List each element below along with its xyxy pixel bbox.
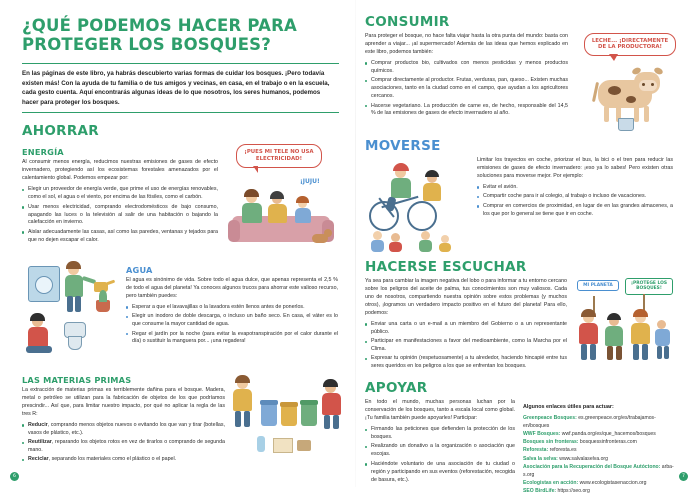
list-hacerse-escuchar xyxy=(365,321,567,372)
block-moverse xyxy=(365,157,676,253)
link-row[interactable] xyxy=(523,479,676,487)
block-materias xyxy=(22,370,345,467)
link-row[interactable] xyxy=(523,438,676,446)
link-name: WWF Bosques: xyxy=(523,431,561,438)
link-name: Greenpeace Bosques: xyxy=(523,414,577,421)
list-energia xyxy=(22,186,218,245)
speech-laugh: ¡JUJU! xyxy=(300,177,320,185)
link-url[interactable]: arba-s.org xyxy=(523,463,674,478)
paragraph-energia: Al consumir menos energía, reducimos nuestras emisiones de gases de efecto invernadero, protegiendo así los ecosistemas forestales amenazados por el calentamiento global. Podemos empezar por: xyxy=(22,159,218,182)
list-item: Usar menos electricidad, comprando electrodomésticos de bajo consumo, apagando las luces o la televisión al salir de una habitación o bajando la calefacción en invierno. xyxy=(22,204,218,228)
link-name: Asociación para la Recuperación del Bosque Autóctono: xyxy=(523,463,661,470)
link-row[interactable] xyxy=(523,463,676,479)
page-number-left: 6 xyxy=(10,472,19,481)
section-heading-apoyar: APOYAR xyxy=(365,380,428,397)
list-item: Elegir un proveedor de energía verde, que prime el uso de energías renovables, como el sol, el agua o el viento, por encima de las fósiles, como el carbón. xyxy=(22,186,218,202)
list-item: Compartir coche para ir al colegio, al trabajo o incluso de vacaciones. xyxy=(477,193,673,201)
list-item: Hacerse vegetariano. La producción de carne es, de hecho, responsable del 14,5 % de las emisiones de gases de efecto invernadero al año. xyxy=(365,103,568,119)
link-url[interactable]: https://seo.org xyxy=(557,488,590,495)
links-heading: Algunos enlaces útiles para actuar: xyxy=(523,404,614,411)
illustration-tv-family xyxy=(226,142,344,256)
link-name: Salva la selva: xyxy=(523,455,558,462)
list-moverse xyxy=(477,184,673,219)
list-item: Expresar tu opinión (respetuosamente) a tu alrededor, haciendo hincapié entre tus seres queridos en los peligros a los que se enfrentan los bosques. xyxy=(365,355,567,371)
block-consumir xyxy=(365,33,676,132)
block-agua xyxy=(22,260,345,364)
list-item: Regar el jardín por la noche (para evitar la evapotranspiración por el calor durante el día) o sustituir la manguera por... ¡una regadera! xyxy=(126,331,338,347)
list-item: Firmando las peticiones que defienden la protección de los bosques. xyxy=(365,426,515,442)
link-name: Ecologistas en acción: xyxy=(523,480,579,487)
illustration-watering xyxy=(22,260,118,364)
link-name: Reforesta: xyxy=(523,447,549,454)
block-hacerse-escuchar xyxy=(365,278,676,374)
right-page xyxy=(355,0,700,495)
paragraph-apoyar: En todo el mundo, muchas personas luchan por la conservación de los bosques, tanto a escala local como global. ¡Tu familia también puede apoyarles! Participar: xyxy=(365,399,515,422)
illustration-recycling xyxy=(233,370,345,467)
section-heading-moverse: MOVERSE xyxy=(365,137,441,154)
block-apoyar xyxy=(365,399,676,495)
link-row[interactable] xyxy=(523,455,676,463)
list-item: Elegir un inodoro de doble descarga, o incluso un baño seco. En casa, el váter es lo que consume la mayor cantidad de agua. xyxy=(126,313,338,329)
list-agua xyxy=(126,304,338,347)
section-heading-hacerse-escuchar: HACERSE ESCUCHAR xyxy=(365,258,527,275)
link-name: Bosques sin fronteras: xyxy=(523,439,579,446)
page-title: ¿QUÉ PODEMOS HACER PARA PROTEGER LOS BOSQUES? xyxy=(22,16,298,55)
paragraph-moverse: Limitar los trayectos en coche, priorizar el bus, la bici o el tren para reducir las emisiones de gases de efecto invernadero: ¡eso ya lo sabes! Pero existen otras soluciones para moverse mejor. Por ejemplo: xyxy=(477,156,673,179)
link-url[interactable]: wwf.panda.org/es/que_hacemos/bosques xyxy=(561,431,656,438)
list-item: Haciéndote voluntario de una asociación de tu ciudad o región y participando en sus eventos (reforestación, recogida de basura, etc.). xyxy=(365,461,515,485)
link-url[interactable]: reforesta.es xyxy=(549,447,577,454)
list-item: Reciclar, separando los materiales como el plástico o el papel. xyxy=(22,456,225,464)
illustration-cow-milk xyxy=(576,33,676,132)
list-materias xyxy=(22,422,225,465)
link-row[interactable] xyxy=(523,487,676,495)
list-item: Participar en manifestaciones a favor del medioambiente, como la Marcha por el Clima. xyxy=(365,338,567,354)
list-item: Esperar a que el lavavajillas o la lavadora estén llenos antes de ponerlos. xyxy=(126,304,338,312)
link-url[interactable]: es.greenpeace.org/es/trabajamos-en/bosques xyxy=(523,414,656,430)
protest-sign-forests: ¡PROTEGE LOS BOSQUES! xyxy=(625,278,673,295)
subheading-agua: AGUA xyxy=(126,264,153,275)
page-number-right: 7 xyxy=(679,472,688,481)
list-item: Realizando un donativo a la organización o asociación que escojas. xyxy=(365,443,515,459)
lead-reducir: Reducir xyxy=(28,421,48,428)
link-row[interactable] xyxy=(523,414,676,430)
list-item: Comprar en comercios de proximidad, en lugar de en las grandes almacenes, a los que por lo general se tiene que ir en coche. xyxy=(477,203,673,219)
link-row[interactable] xyxy=(523,446,676,454)
link-row[interactable] xyxy=(523,430,676,438)
illustration-bike xyxy=(365,157,469,253)
list-item: Comprar directamente al productor. Frutas, verduras, pan, queso... Existen muchas asociaciones, tanto en la ciudad como en el campo, que ayudan a los agricultores cercanos. xyxy=(365,77,568,101)
paragraph-agua: El agua es sinónimo de vida. Sobre todo el agua dulce, que apenas representa el 2,5 % de todo el agua del planeta! Ya conoces algunos trucos para ahorrar este valioso recurso, pero también puedes: xyxy=(126,276,338,299)
list-item: Comprar productos bio, cultivados con menos pesticidas y menos productos químicos. xyxy=(365,60,568,76)
block-energia xyxy=(22,142,345,256)
list-item: Aislar adecuadamente las casas, así como las paredes, ventanas y tejados para que no dejen escapar el calor. xyxy=(22,229,218,245)
lead-reutilizar: Reutilizar xyxy=(28,439,52,445)
paragraph-consumir: Para proteger el bosque, no hace falta viajar hasta la otra punta del mundo: basta con aprender a viajar... ¡al supermercado! Además de las ideas que hemos explicado en este libro, podemos también: xyxy=(365,33,568,55)
paragraph-hacerse-escuchar: Ya sea para cambiar la imagen negativa del lobo o para informar a tu entorno cercano sobre los peligros del aceite de palma, tus conocimientos son muy valiosos. Cada uno de nosotros, compartiendo nuestra opinión sobre estos problemas (y muchos otros), ¡logramos un verdadero impacto positivo en el futuro del planeta! Para ello, podemos: xyxy=(365,277,567,316)
paragraph-materias: La extracción de materias primas es terriblemente dañina para el bosque. Madera, metal o petróleo se utilizan para la fabricación de objetos de los que podríamos prescindir... Así que, para limitar nuestro impacto, por qué no aplicar la regla de las tres R: xyxy=(22,386,225,417)
list-apoyar xyxy=(365,426,515,485)
link-url[interactable]: www.ecologistasenaccion.org xyxy=(579,480,647,487)
list-item: Reducir, comprando menos objetos nuevos o evitando los que van y tirar (botellas, vasos de plástico, etc.). xyxy=(22,422,225,438)
speech-bubble-milk: LECHE... ¡DIRECTAMENTE DE LA PRODUCTORA! xyxy=(584,33,676,56)
list-item: Reutilizar, reparando los objetos rotos en vez de tirarlos o comprando de segunda mano. xyxy=(22,439,225,455)
intro-paragraph: En las páginas de este libro, ya habrás descubierto varias formas de cuidar los bosques. ¡Pero todavía existen más! Con la ayuda de tu familia o de tus amigos y vecinas, en casa, en el trabajo o en la escuela, cada gesto cuenta. Aquí encontrarás algunas ideas de lo que nosotros, los seres humanos, podemos hacer para proteger los bosques. xyxy=(22,63,339,113)
list-consumir xyxy=(365,60,568,119)
lead-reciclar: Reciclar xyxy=(28,456,49,463)
speech-bubble-tv: ¡PUES MI TELE NO USA ELECTRICIDAD! xyxy=(236,144,322,168)
section-heading-consumir: CONSUMIR xyxy=(365,14,450,30)
subheading-materias: LAS MATERIAS PRIMAS xyxy=(22,374,132,385)
list-item: Evitar el avión. xyxy=(477,184,673,192)
link-url[interactable]: bosquessinfronteras.com xyxy=(579,439,637,446)
illustration-protest xyxy=(575,278,675,374)
link-url[interactable]: www.salvalaselva.org xyxy=(559,455,608,462)
link-name: SEO BirdLife: xyxy=(523,488,557,495)
protest-sign-planet: MI PLANETA xyxy=(577,280,619,291)
subheading-energia: ENERGÍA xyxy=(22,147,64,158)
left-page xyxy=(0,0,355,487)
section-heading-ahorrar: AHORRAR xyxy=(22,123,99,140)
list-item: Enviar una carta o un e-mail a un miembro del Gobierno o a un representante público. xyxy=(365,321,567,337)
useful-links xyxy=(523,403,676,495)
